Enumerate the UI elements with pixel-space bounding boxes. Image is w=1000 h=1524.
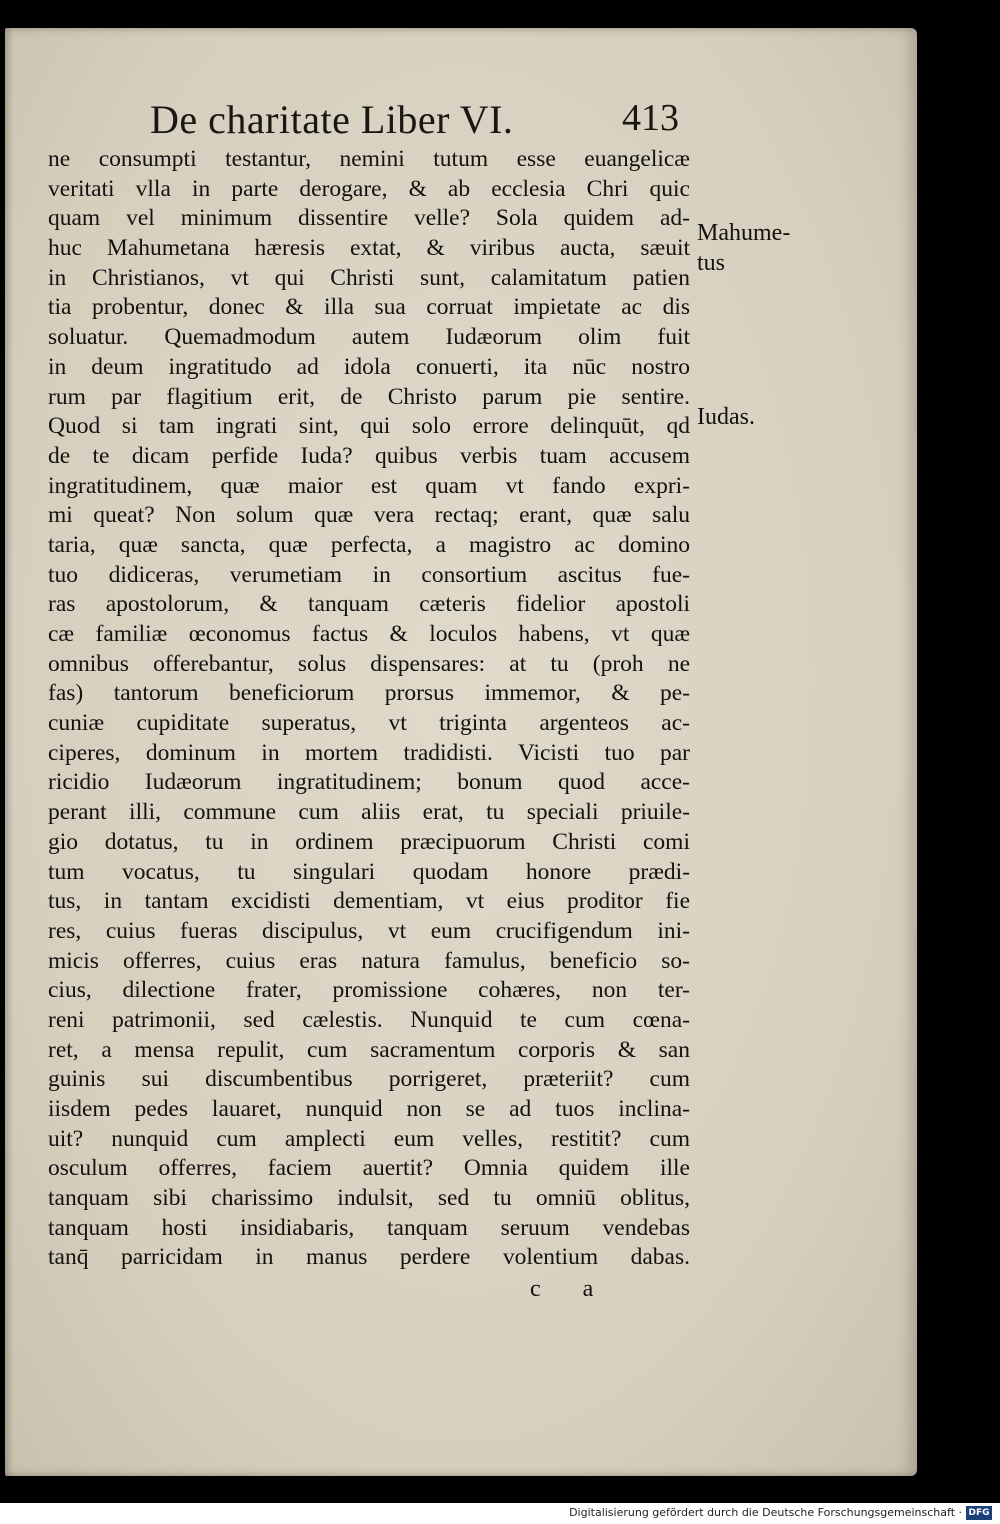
- text-line: cæ familiæ œconomus factus & loculos habens, vt quæ: [48, 621, 690, 647]
- text-line: fas) tantorum beneficiorum prorsus immemor, & pe-: [48, 680, 690, 707]
- text-line: ricidio Iudæorum ingratitudinem; bonum quod acce-: [48, 769, 690, 796]
- text-line: ras apostolorum, & tanquam cæteris fidelior apostoli: [48, 591, 690, 618]
- body-text: [48, 145, 690, 1273]
- running-header: [150, 96, 710, 146]
- text-line: tanquam hosti insidiabaris, tanquam seruum vendebas: [48, 1214, 690, 1241]
- text-line: reni patrimonii, sed cælestis. Nunquid te cum cœna-: [48, 1006, 690, 1033]
- text-line: huc Mahumetana hæresis extat, & viribus aucta, sæuit: [48, 235, 690, 262]
- page-number: 413: [622, 97, 679, 139]
- text-line: ne consumpti testantur, nemini tutum esse euangelicæ: [48, 146, 690, 172]
- footer-bar: [0, 1503, 1000, 1524]
- text-line: de te dicam perfide Iuda? quibus verbis tuam accusem: [48, 442, 690, 469]
- text-line: res, cuius fueras discipulus, vt eum crucifigendum ini-: [48, 917, 690, 944]
- text-line: micis offerres, cuius eras natura famulus, beneficio so-: [48, 947, 690, 974]
- text-line: ingratitudinem, quæ maior est quam vt fando expri-: [48, 472, 690, 499]
- text-line: veritati vlla in parte derogare, & ab ecclesia Chri quic: [48, 175, 690, 202]
- text-line: soluatur. Quemadmodum autem Iudæorum olim fuit: [48, 324, 690, 351]
- margin-note-line: Mahume-: [697, 220, 791, 246]
- text-line: tia probentur, donec & illa sua corruat impietate ac dis: [48, 294, 690, 321]
- text-line: cius, dilectione frater, promissione cohæres, non ter-: [48, 977, 690, 1004]
- text-line: taria, quæ sancta, quæ perfecta, a magistro ac domino: [48, 531, 690, 558]
- margin-note-iudas: Iudas.: [697, 404, 755, 430]
- text-line: in Christianos, vt qui Christi sunt, calamitatum patien: [48, 264, 690, 291]
- signature-mark: c a: [530, 1276, 612, 1302]
- text-line: uit? nunquid cum amplecti eum velles, restitit? cum: [48, 1125, 690, 1152]
- funding-credit: Digitalisierung gefördert durch die Deutsche Forschungsgemeinschaft ·: [569, 1506, 962, 1519]
- text-line: Quod si tam ingrati sint, qui solo errore delinquūt, qd: [48, 413, 690, 440]
- dfg-logo: DFG: [966, 1506, 992, 1520]
- text-line: tus, in tantam excidisti dementiam, vt eius proditor fie: [48, 888, 690, 915]
- text-line: cuniæ cupiditate superatus, vt triginta argenteos ac-: [48, 710, 690, 737]
- text-line: perant illi, commune cum aliis erat, tu speciali priuile-: [48, 799, 690, 826]
- page-title: De charitate Liber VI.: [150, 97, 514, 142]
- text-line: rum par flagitium erit, de Christo parum pie sentire.: [48, 383, 690, 410]
- text-line: guinis sui discumbentibus porrigeret, præteriit? cum: [48, 1066, 690, 1093]
- text-line: quam vel minimum dissentire velle? Sola quidem ad-: [48, 205, 690, 232]
- text-line: omnibus offerebantur, solus dispensares: at tu (proh ne: [48, 650, 690, 677]
- text-line: ciperes, dominum in mortem tradidisti. Vicisti tuo par: [48, 739, 690, 766]
- text-line: osculum offerres, faciem auertit? Omnia quidem ille: [48, 1155, 690, 1182]
- text-line: tum vocatus, tu singulari quodam honore prædi-: [48, 858, 690, 885]
- margin-note-mahumetus: [697, 218, 790, 278]
- text-line: tanq̄ parricidam in manus perdere volentium dabas.: [48, 1244, 690, 1271]
- text-line: tuo didiceras, verumetiam in consortium ascitus fue-: [48, 561, 690, 588]
- text-line: tanquam sibi charissimo indulsit, sed tu omniū oblitus,: [48, 1185, 690, 1212]
- text-line: in deum ingratitudo ad idola conuerti, ita nūc nostro: [48, 353, 690, 380]
- margin-note-line: tus: [697, 250, 726, 276]
- text-line: mi queat? Non solum quæ vera rectaq; erant, quæ salu: [48, 502, 690, 529]
- text-line: ret, a mensa repulit, cum sacramentum corporis & san: [48, 1036, 690, 1063]
- text-line: gio dotatus, tu in ordinem præcipuorum Christi comi: [48, 828, 690, 855]
- text-line: iisdem pedes lauaret, nunquid non se ad tuos inclina-: [48, 1096, 690, 1122]
